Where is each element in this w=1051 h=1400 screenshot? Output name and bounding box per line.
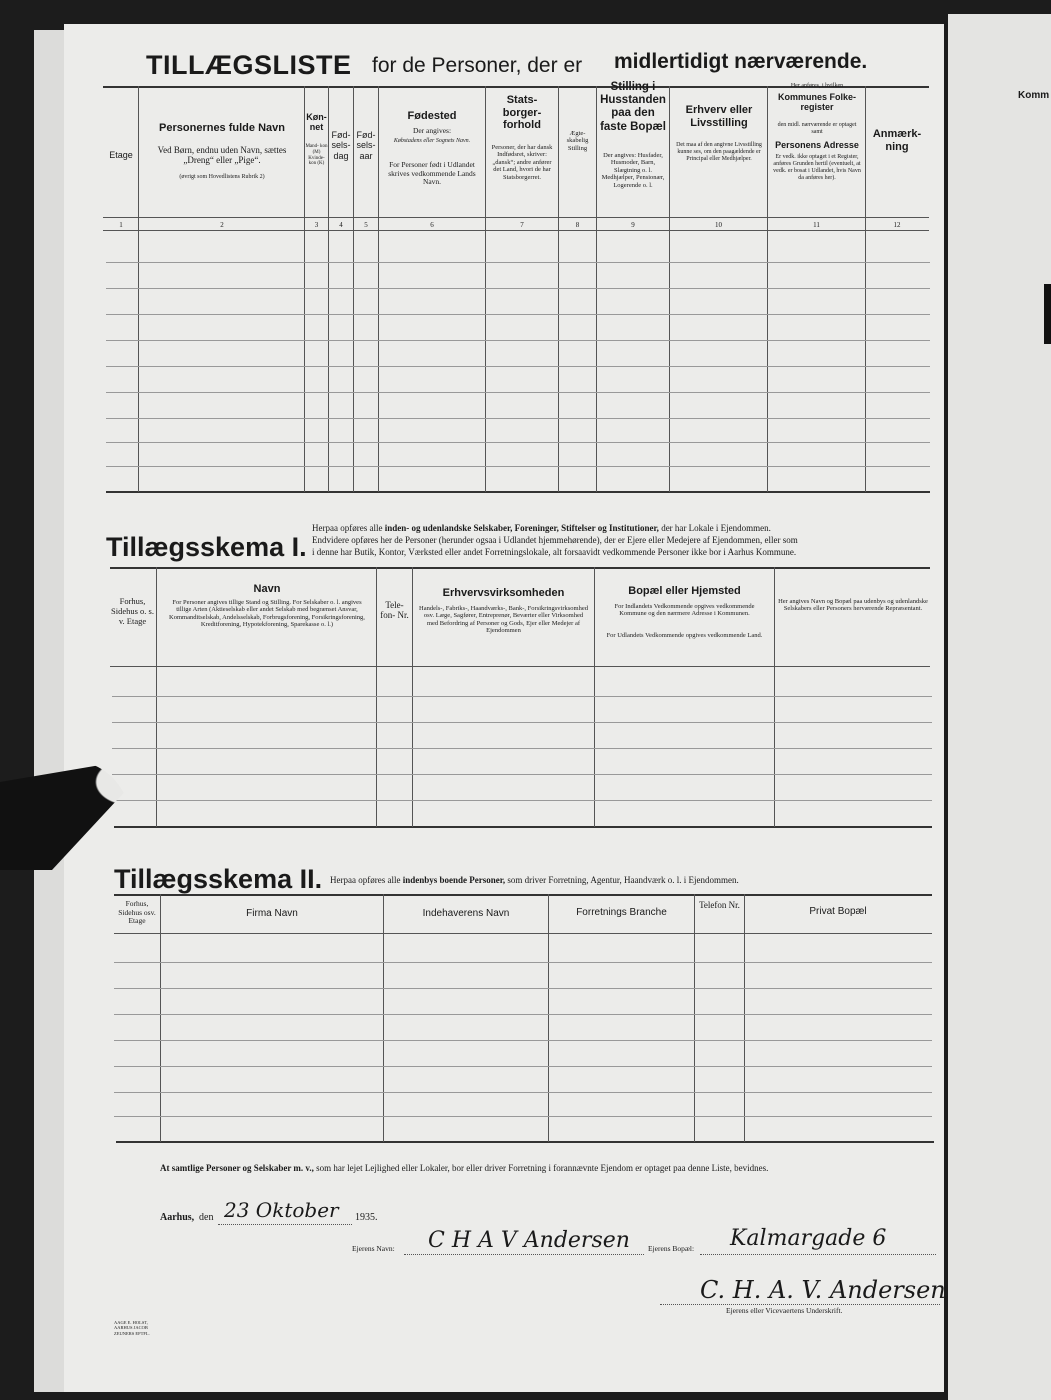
date-handwritten: 23 Oktober [224, 1198, 339, 1222]
col-register-mid: den midl. nærværende er optaget samt [777, 122, 857, 135]
s2-col-owner: Indehaverens Navn [422, 908, 510, 919]
schedule-1-text-pre: Herpaa opføres alle [312, 523, 383, 533]
adjacent-page-mark [1044, 284, 1051, 344]
schedule-1-text-line1 [312, 523, 932, 535]
owner-address-line [700, 1254, 936, 1255]
col-number: 11 [813, 221, 820, 229]
s1-col-residence-sub2: For Udlandets Vedkommende opgives vedkommende Land. [606, 632, 763, 639]
schedule-1-title: Tillægsskema I. [106, 532, 307, 562]
col-number: 7 [520, 221, 524, 229]
s2-col-firm: Firma Navn [246, 908, 298, 919]
col-name-sub: Ved Børn, endnu uden Navn, sættes „Dreng“ eller „Pige“. [157, 145, 287, 166]
owner-name-handwritten: C H A V Andersen [428, 1228, 630, 1253]
col-marital: Ægte- skabelig Stilling [566, 130, 589, 152]
form-title-bold: midlertidigt nærværende. [614, 50, 868, 73]
col-number: 3 [314, 221, 319, 229]
col-number: 5 [364, 221, 368, 229]
signature-handwritten: C. H. A. V. Andersen [700, 1276, 946, 1304]
col-citizenship-title: Stats- borger- forhold [502, 94, 542, 132]
date-line [218, 1224, 352, 1226]
col-register-sub: Er vedk. ikke optaget i et Register, anføres Grunden hertil (eventuelt, at vedk. er bosat i Udlandet, hvis Navn da anføres her). [773, 154, 861, 181]
owner-address-label: Ejerens Bopæl: [648, 1244, 695, 1253]
col-gender-title: Køn- net [306, 112, 327, 133]
adjacent-page [948, 14, 1051, 1400]
owner-name-label: Ejerens Navn: [352, 1244, 395, 1253]
col-number: 6 [430, 221, 434, 229]
schedule-1-text-line2: Endvidere opføres her de Personer (herunder ogsaa i Udlandet hjemmehørende), der er Ejere eller Medejere af Ejendommen, eller som [312, 535, 798, 545]
col-etage: Etage [109, 150, 133, 160]
adjacent-page-label: Komm [1018, 90, 1050, 101]
s1-col-residence-sub1: For Indlandets Vedkommende opgives vedkommende Kommune og den nærmere Adresse i Kommunen. [614, 603, 755, 618]
s1-col-representative: Her angives Navn og Bopæl paa udenbys og udenlandske Selskabers eller Personers herværende Repræsentant. [778, 598, 928, 613]
schedule-2-text [330, 875, 739, 887]
col-household-title: Stilling i Husstanden paa den faste Bopæl [600, 81, 666, 133]
col-birthday: Fød- sels- dag [331, 130, 351, 161]
s2-col-phone: Telefon Nr. [699, 900, 740, 910]
attestation-text: som har lejet Lejlighed eller Lokaler, bor eller driver Forretning i forannævnte Ejendom er optaget paa denne Liste, bevidnes. [316, 1163, 769, 1173]
printer-mark: AAGE E. HOLST, AARHUS JACOB ZEUNERS EFTFL. [114, 1320, 150, 1336]
schedule-2-title: Tillægsskema II. [114, 864, 323, 894]
col-name-note: (øvrigt som Hovedlistens Rubrik 2) [179, 174, 265, 180]
col-name-title: Personernes fulde Navn [159, 122, 285, 134]
form-title: TILLÆGSLISTE [146, 50, 352, 80]
owner-address-handwritten: Kalmargade 6 [730, 1226, 887, 1251]
s2-col-private-address: Privat Bopæl [809, 906, 867, 917]
schedule-1-text-bold: inden- og udenlandske Selskaber, Foreninger, Stiftelser og Institutioner, [384, 523, 659, 533]
city: Aarhus, [160, 1212, 195, 1223]
col-household-sub: Der angives: Husfader, Husmoder, Barn, Slægtning o. l. Medhjælper, Pensionær, Logerende o. l. [601, 152, 665, 189]
col-birthyear: Fød- sels- aar [356, 130, 376, 161]
col-number: 1 [119, 221, 123, 229]
col-birthplace-title: Fødested [407, 110, 457, 122]
s1-col-name-sub: For Personer angives tillige Stand og Stilling. For Selskaber o. l. angives tillige Arten (Aktieselskab eller andet Selskab med begrænset Ansvar, Kommanditselskab, Andelsselskab, Forbrugsforening, Forsikringsforening, Kreditforening, Hypotekforening, Sparekasse o. l.) [169, 599, 365, 629]
schedule-1-text-post: der har Lokale i Ejendommen. [661, 523, 771, 533]
s1-col-etage: Forhus, Sidehus o. s. v. Etage [111, 596, 154, 626]
col-register-title: Kommunes Folke- register [777, 92, 856, 113]
col-number: 8 [575, 221, 580, 229]
owner-name-line [404, 1254, 644, 1255]
col-citizenship-sub: Personer, der har dansk Indfødsret, skriver: „dansk“; andre anfører det Land, hvori de har Statsborgerret. [491, 144, 553, 181]
form-title-mid: for de Personer, der er [372, 54, 583, 77]
col-birthplace-sub3: For Personer født i Udlandet skrives vedkommende Lands Navn. [388, 160, 476, 187]
col-number: 12 [893, 221, 901, 229]
schedule-1-text-line3: i denne har Butik, Kontor, Værksted eller andet Forretningslokale, alt forsaavidt vedkommende Personer ikke bor i Aarhus Kommune. [312, 547, 797, 557]
schedule-2-text-bold: indenbys boende Personer, [402, 875, 506, 885]
year: 1935. [355, 1212, 378, 1223]
attestation-bold: At samtlige Personer og Selskaber m. v., [160, 1163, 314, 1173]
s1-col-phone: Tele- fon- Nr. [380, 600, 409, 621]
col-number: 9 [631, 221, 635, 229]
col-occupation-sub: Det maa af den angivne Livsstilling kunne ses, om den paagældende er Principal eller Medhjælper. [676, 142, 762, 162]
s2-col-branch: Forretnings Branche [576, 907, 667, 918]
s1-col-business-sub: Handels-, Fabriks-, Haandværks-, Bank-, Forsikringsvirksomhed osv. Læge, Sagfører, Entreprenør, Beværter eller Virksomhed med Befordring af Personer og Gods, Ejer eller Medejer af Ejendommen [419, 605, 588, 635]
signature-line [660, 1304, 940, 1305]
col-number: 10 [715, 221, 722, 229]
col-register-pre: Her anføres, i hvilken [790, 83, 844, 89]
s1-col-residence-title: Bopæl eller Hjemsted [628, 585, 741, 597]
den-label: den [199, 1212, 214, 1223]
col-remarks: Anmærk- ning [872, 128, 922, 153]
col-register-bold: Personens Adresse [775, 140, 859, 150]
col-birthplace-sub1: Der angives: [412, 126, 452, 135]
schedule-2-text-post: som driver Forretning, Agentur, Haandværk o. l. i Ejendommen. [507, 875, 739, 885]
signature-label: Ejerens eller Vicevaertens Underskrift. [726, 1306, 843, 1315]
s2-col-etage: Forhus, Sidehus osv. Etage [118, 899, 156, 926]
col-occupation-title: Erhverv eller Livsstilling [685, 104, 753, 129]
col-gender-sub: Mand- kon (M) Kvinde- kon (K) [305, 144, 328, 167]
s1-col-name-title: Navn [253, 583, 281, 595]
attestation-statement [160, 1163, 768, 1173]
schedule-2-text-pre: Herpaa opføres alle [330, 875, 401, 885]
city-label [160, 1212, 194, 1223]
s1-col-business-title: Erhvervsvirksomheden [442, 587, 565, 599]
col-birthplace-sub2: Købstadens eller Sognets Navn. [393, 138, 471, 144]
col-number: 4 [339, 221, 343, 229]
col-number: 2 [220, 221, 224, 229]
